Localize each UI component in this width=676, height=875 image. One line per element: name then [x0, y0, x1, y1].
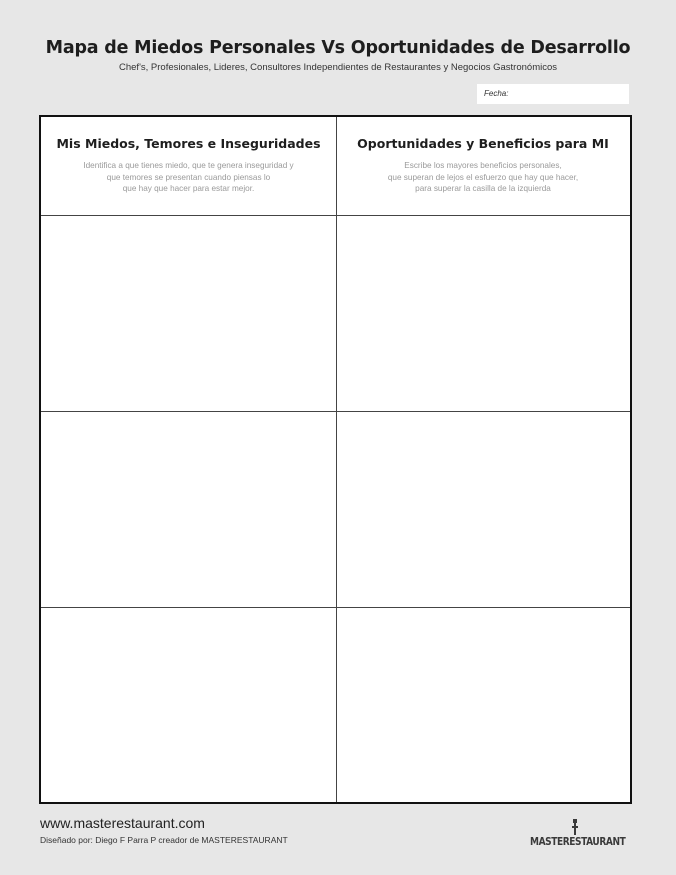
- masterestaurant-logo: [530, 818, 626, 848]
- website-link[interactable]: www.masterestaurant.com: [40, 815, 205, 831]
- fear-cell-2[interactable]: [41, 412, 336, 607]
- fear-cell-1[interactable]: [41, 216, 336, 411]
- designer-credit: Diseñado por: Diego F Parra P creador de MASTERESTAURANT: [40, 835, 288, 845]
- column-title-fears: Mis Miedos, Temores e Inseguridades: [56, 136, 321, 151]
- opportunity-cell-1[interactable]: [337, 216, 629, 411]
- date-field[interactable]: [477, 84, 629, 104]
- column-description-opportunities: Escribe los mayores beneficios personales, que superan de lejos el esfuerzo que hay que hacer, para superar la casilla de la izquierda: [387, 161, 579, 193]
- column-description-fears: Identifica a que tienes miedo, que te genera inseguridad y que temores se presentan cuando piensas lo que hay que hacer para estar mejor.: [83, 161, 294, 193]
- fear-cell-3[interactable]: [41, 608, 336, 801]
- column-header-fears: [41, 117, 336, 215]
- page-subtitle: Chef's, Profesionales, Lideres, Consultores Independientes de Restaurantes y Negocios Gastronómicos: [119, 62, 557, 73]
- column-title-opportunities: Oportunidades y Beneficios para MI: [357, 136, 609, 151]
- opportunity-cell-2[interactable]: [337, 412, 629, 607]
- logo-text: MASTERESTAURANT: [530, 835, 626, 848]
- worksheet-table: [39, 115, 632, 804]
- page-title: Mapa de Miedos Personales Vs Oportunidades de Desarrollo: [45, 38, 631, 58]
- opportunity-cell-3[interactable]: [337, 608, 629, 801]
- column-header-opportunities: [337, 117, 629, 215]
- date-label: Fecha:: [484, 89, 509, 98]
